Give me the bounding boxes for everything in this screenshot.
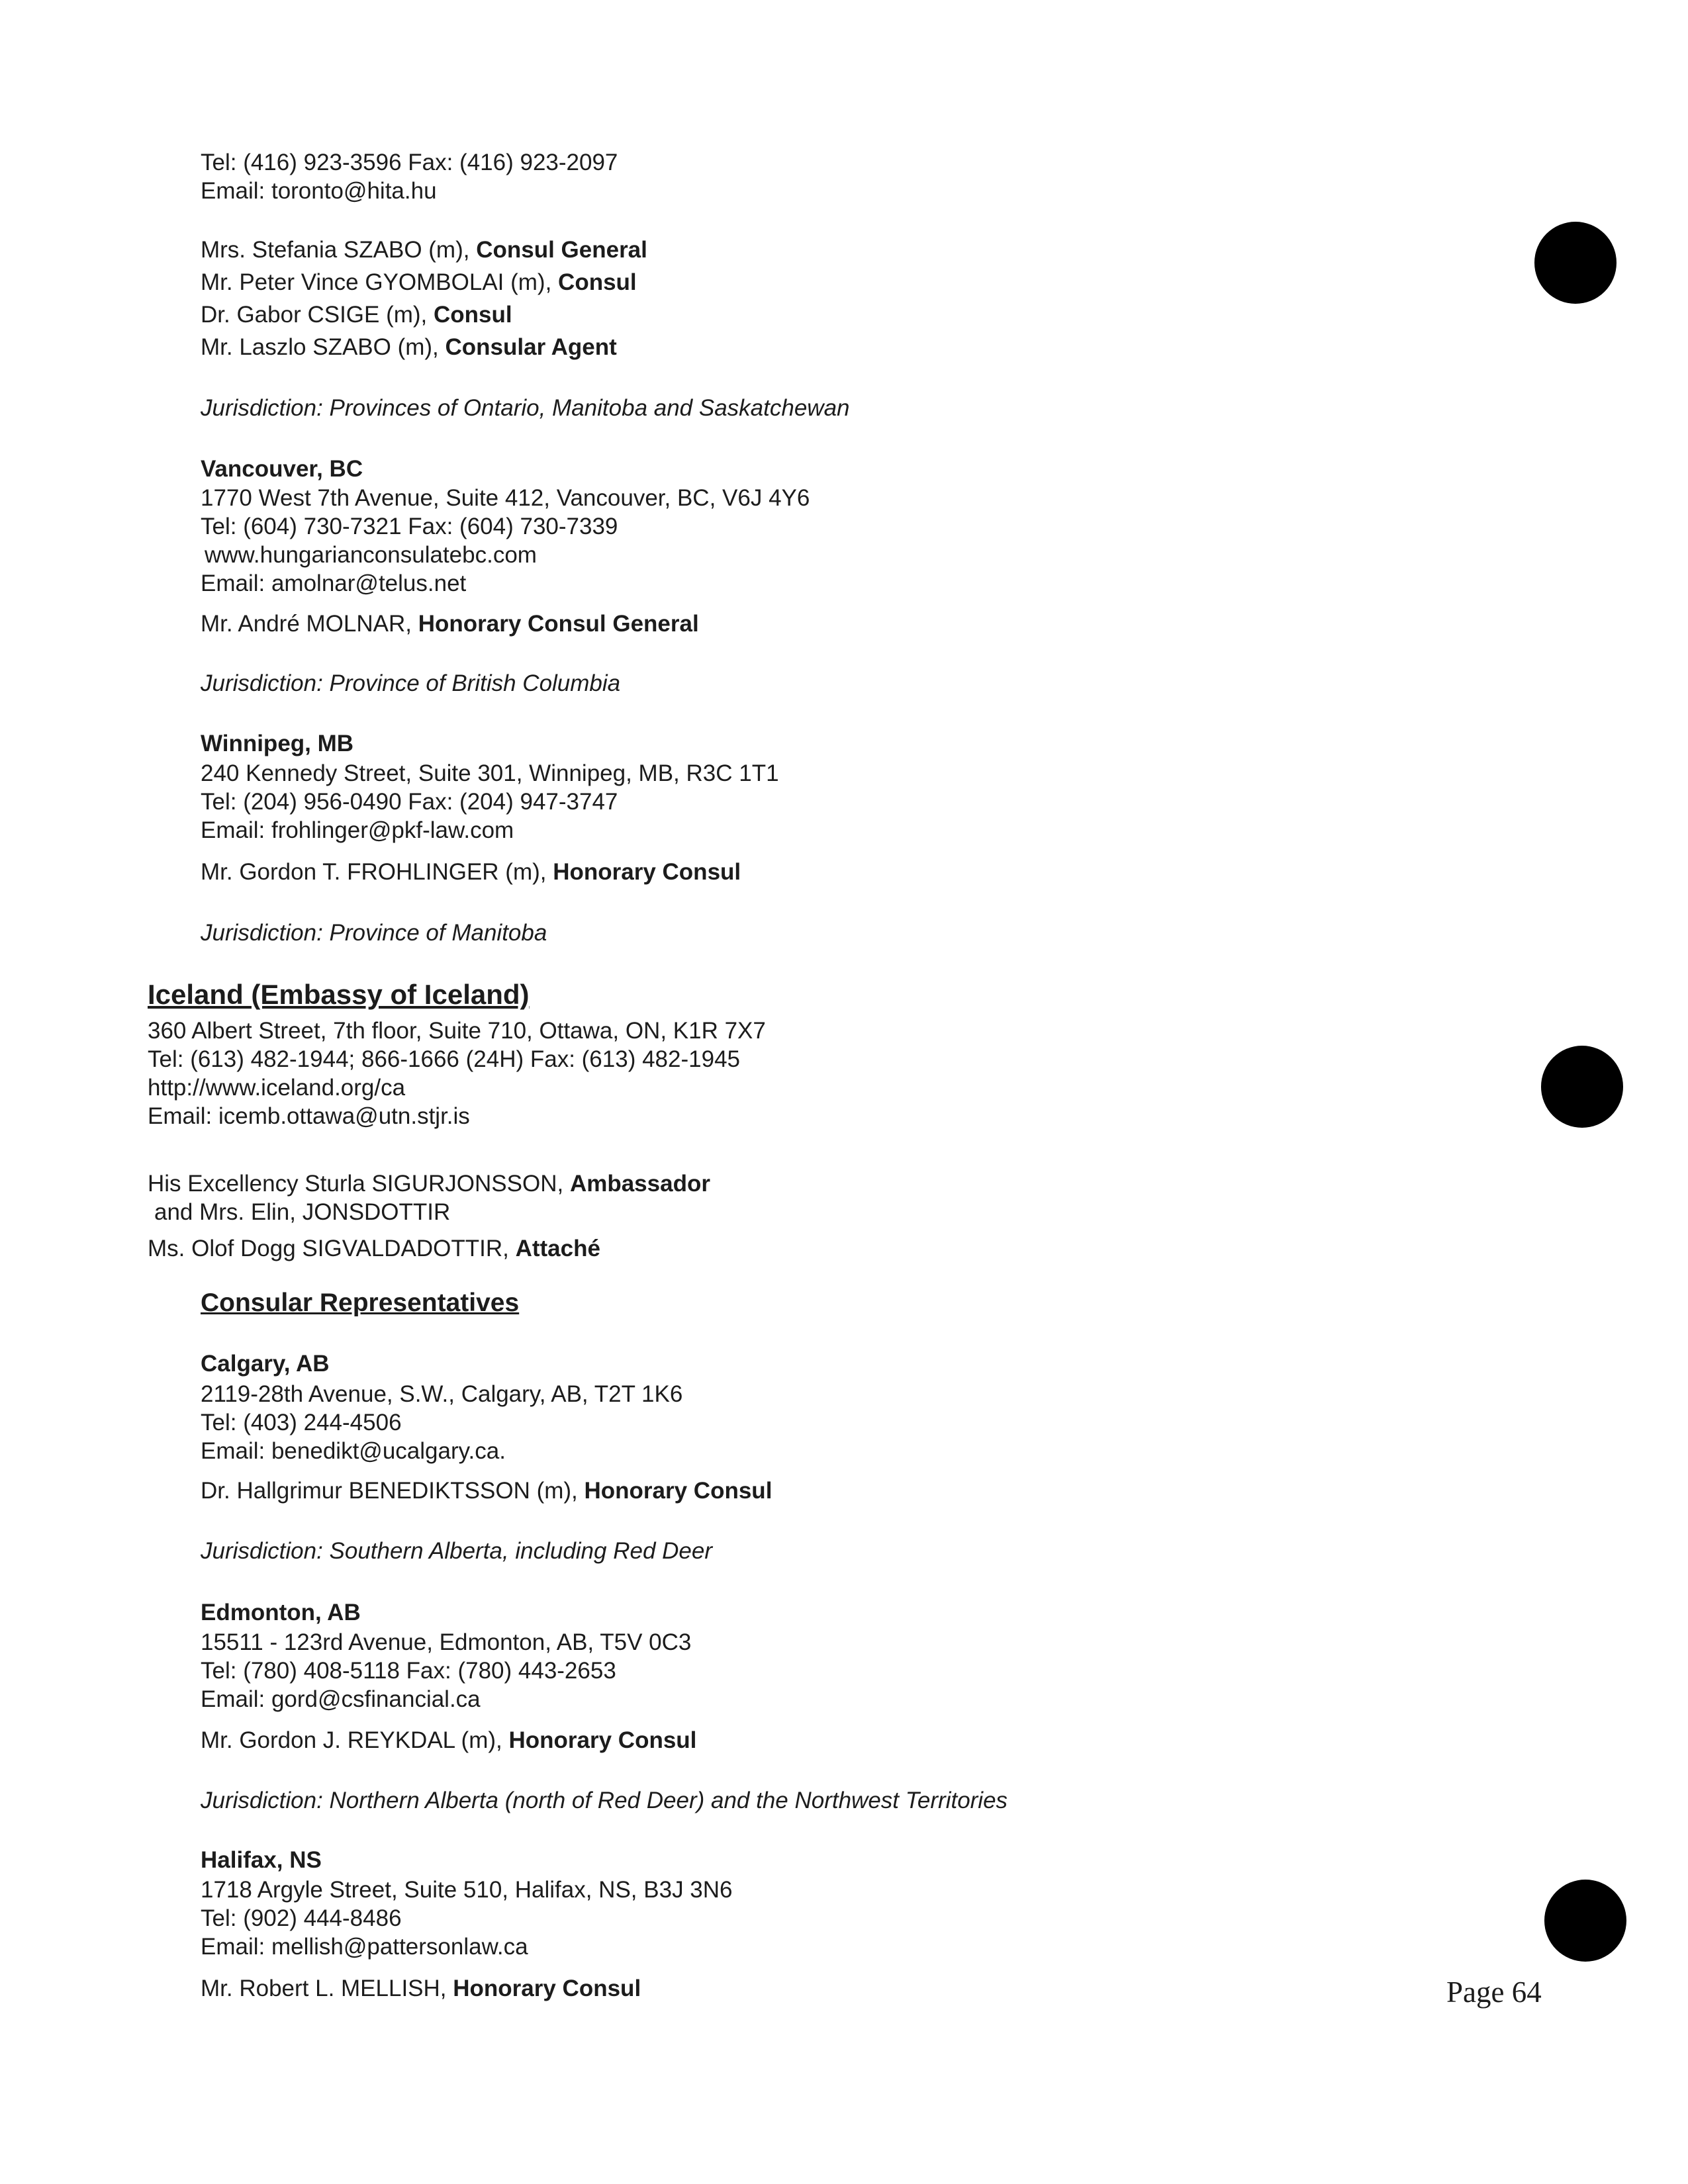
staff-name: Mrs. Stefania SZABO (m), [201, 237, 477, 263]
person-title: Honorary Consul [508, 1727, 697, 1753]
staff-title: Consul [434, 302, 512, 328]
person-title: Honorary Consul [584, 1478, 773, 1504]
staff-title: Consular Agent [445, 334, 617, 360]
vancouver-tel: Tel: (604) 730-7321 Fax: (604) 730-7339 [201, 514, 618, 539]
edmonton-tel: Tel: (780) 408-5118 Fax: (780) 443-2653 [201, 1658, 616, 1684]
vancouver-consul [201, 610, 699, 638]
calgary-jurisdiction: Jurisdiction: Southern Alberta, including Red Deer [201, 1538, 713, 1564]
edmonton-jurisdiction: Jurisdiction: Northern Alberta (north of Red Deer) and the Northwest Territories [201, 1788, 1008, 1813]
halifax-city: Halifax, NS [201, 1847, 322, 1873]
vancouver-jurisdiction: Jurisdiction: Province of British Columbia [201, 670, 621, 696]
ambassador-title: Ambassador [569, 1171, 710, 1197]
staff-name: Mr. Laszlo SZABO (m), [201, 334, 445, 360]
punch-hole [1544, 1880, 1626, 1962]
toronto-jurisdiction: Jurisdiction: Provinces of Ontario, Manitoba and Saskatchewan [201, 395, 850, 421]
country-heading: Iceland (Embassy of Iceland) [148, 979, 530, 1010]
iceland-tel: Tel: (613) 482-1944; 866-1666 (24H) Fax: (613) 482-1945 [148, 1046, 740, 1072]
winnipeg-city: Winnipeg, MB [201, 731, 354, 756]
edmonton-address: 15511 - 123rd Avenue, Edmonton, AB, T5V 0C3 [201, 1629, 692, 1655]
attache-name: Ms. Olof Dogg SIGVALDADOTTIR, [148, 1236, 516, 1261]
edmonton-email: Email: gord@csfinancial.ca [201, 1686, 481, 1712]
winnipeg-jurisdiction: Jurisdiction: Province of Manitoba [201, 920, 547, 946]
staff-entry [201, 301, 512, 329]
person-title: Honorary Consul [553, 859, 741, 885]
attache-title: Attaché [515, 1236, 600, 1261]
person-name: Mr. Gordon T. FROHLINGER (m), [201, 859, 553, 885]
attache-entry [148, 1235, 600, 1263]
iceland-email: Email: icemb.ottawa@utn.stjr.is [148, 1103, 470, 1129]
staff-entry [201, 334, 617, 361]
staff-entry [201, 269, 637, 296]
halifax-consul [201, 1975, 641, 2003]
winnipeg-tel: Tel: (204) 956-0490 Fax: (204) 947-3747 [201, 789, 618, 815]
halifax-address: 1718 Argyle Street, Suite 510, Halifax, NS, B3J 3N6 [201, 1877, 733, 1903]
person-name: Mr. Gordon J. REYKDAL (m), [201, 1727, 509, 1753]
iceland-web: http://www.iceland.org/ca [148, 1075, 406, 1101]
staff-name: Mr. Peter Vince GYOMBOLAI (m), [201, 269, 559, 295]
iceland-address: 360 Albert Street, 7th floor, Suite 710, Ottawa, ON, K1R 7X7 [148, 1018, 766, 1044]
calgary-city: Calgary, AB [201, 1351, 330, 1377]
page-number: Page 64 [1446, 1976, 1542, 2009]
edmonton-consul [201, 1727, 696, 1754]
vancouver-email: Email: amolnar@telus.net [201, 570, 467, 596]
toronto-email: Email: toronto@hita.hu [201, 178, 437, 204]
person-name: Mr. Robert L. MELLISH, [201, 1976, 453, 2001]
halifax-tel: Tel: (902) 444-8486 [201, 1905, 402, 1931]
punch-hole [1541, 1046, 1623, 1128]
ambassador-spouse: and Mrs. Elin, JONSDOTTIR [154, 1199, 451, 1225]
staff-entry [201, 236, 647, 264]
person-title: Honorary Consul General [418, 611, 699, 637]
edmonton-city: Edmonton, AB [201, 1600, 361, 1625]
ambassador-name: His Excellency Sturla SIGURJONSSON, [148, 1171, 570, 1197]
winnipeg-consul [201, 858, 741, 886]
winnipeg-address: 240 Kennedy Street, Suite 301, Winnipeg, MB, R3C 1T1 [201, 760, 779, 786]
staff-name: Dr. Gabor CSIGE (m), [201, 302, 434, 328]
vancouver-web: www.hungarianconsulatebc.com [205, 542, 537, 568]
staff-title: Consul General [476, 237, 647, 263]
staff-title: Consul [558, 269, 637, 295]
ambassador-entry [148, 1170, 710, 1198]
calgary-consul [201, 1477, 772, 1505]
person-name: Dr. Hallgrimur BENEDIKTSSON (m), [201, 1478, 585, 1504]
halifax-email: Email: mellish@pattersonlaw.ca [201, 1934, 528, 1960]
toronto-tel: Tel: (416) 923-3596 Fax: (416) 923-2097 [201, 150, 618, 175]
vancouver-address: 1770 West 7th Avenue, Suite 412, Vancouver, BC, V6J 4Y6 [201, 485, 810, 511]
winnipeg-email: Email: frohlinger@pkf-law.com [201, 817, 514, 843]
person-name: Mr. André MOLNAR, [201, 611, 418, 637]
vancouver-city: Vancouver, BC [201, 456, 363, 482]
person-title: Honorary Consul [453, 1976, 641, 2001]
calgary-address: 2119-28th Avenue, S.W., Calgary, AB, T2T 1K6 [201, 1381, 683, 1407]
calgary-email: Email: benedikt@ucalgary.ca. [201, 1438, 506, 1464]
consular-heading: Consular Representatives [201, 1289, 520, 1317]
calgary-tel: Tel: (403) 244-4506 [201, 1410, 402, 1435]
punch-hole [1534, 222, 1617, 304]
